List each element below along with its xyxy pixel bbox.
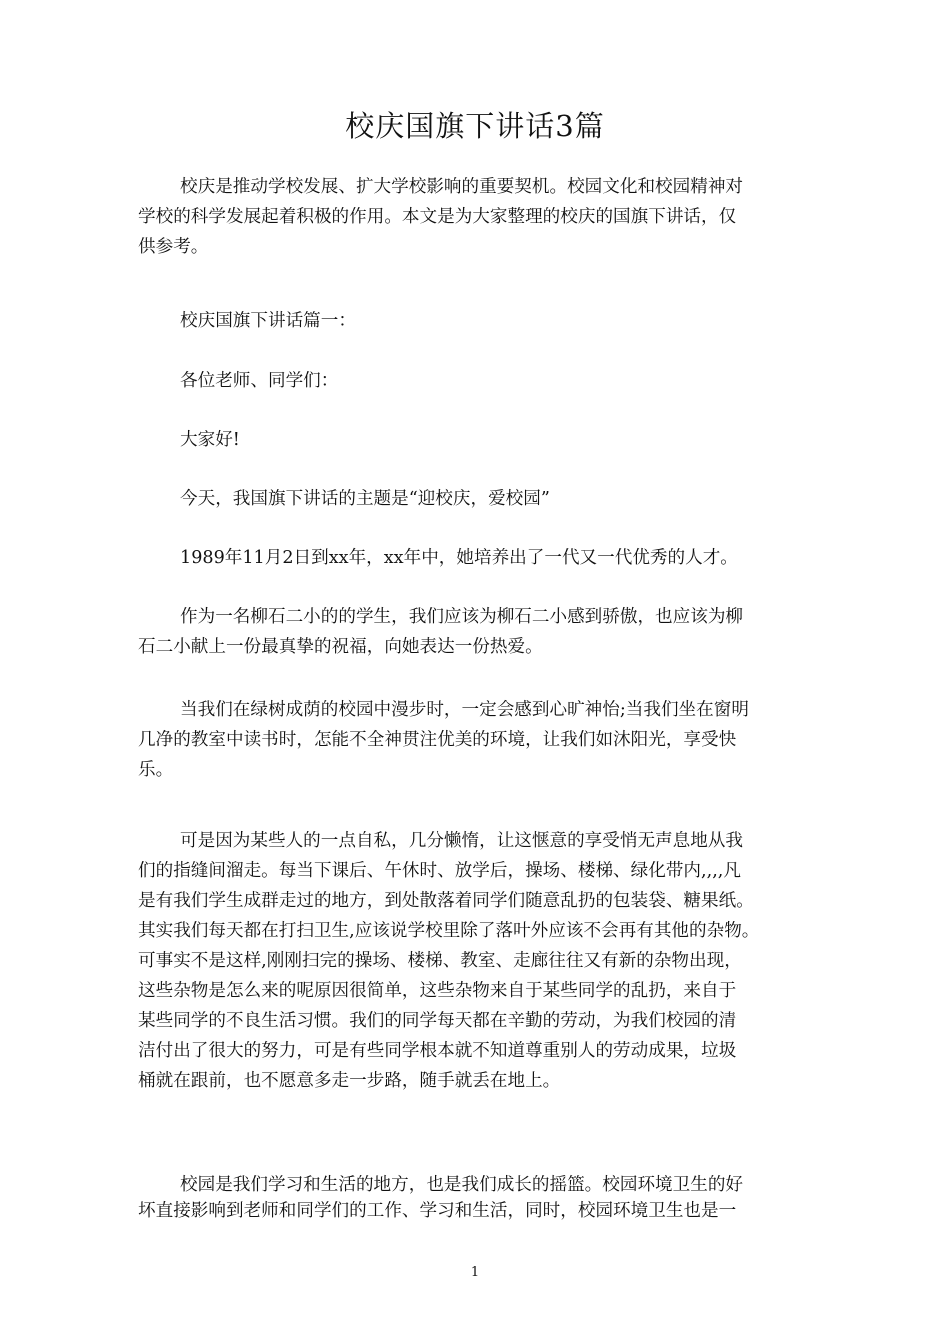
text-line: 洁付出了很大的努力，可是有些同学根本就不知道尊重别人的劳动成果，垃圾 (138, 1041, 737, 1061)
paragraph-pride (138, 602, 808, 662)
text-line: 各位老师、同学们： (180, 371, 339, 391)
text-line: 1989年11月2日到xx年，xx年中，她培养出了一代又一代优秀的人才。 (180, 548, 738, 568)
text-line: 是有我们学生成群走过的地方，到处散落着同学们随意乱扔的包装袋、糖果纸。 (138, 891, 754, 911)
section-heading-one (138, 306, 808, 336)
text-line: 学校的科学发展起着积极的作用。本文是为大家整理的校庆的国旗下讲话，仅 (138, 207, 737, 227)
text-line: 们的指缝间溜走。每当下课后、午休时、放学后，操场、楼梯、绿化带内,,,,凡 (138, 861, 741, 881)
text-line: 其实我们每天都在打扫卫生,应该说学校里除了落叶外应该不会再有其他的杂物。 (138, 921, 760, 941)
text-line: 可事实不是这样,刚刚扫完的操场、楼梯、教室、走廊往往又有新的杂物出现， (138, 951, 742, 971)
text-line: 乐。 (138, 760, 174, 780)
paragraph-salutation (138, 366, 808, 396)
text-line: 这些杂物是怎么来的呢原因很简单，这些杂物来自于某些同学的乱扔，来自于 (138, 981, 737, 1001)
text-line: 供参考。 (138, 237, 209, 257)
text-line: 作为一名柳石二小的的学生，我们应该为柳石二小感到骄傲，也应该为柳 (180, 607, 744, 627)
paragraph-greeting (138, 425, 808, 455)
text-line: 当我们在绿树成荫的校园中漫步时，一定会感到心旷神怡;当我们坐在窗明 (180, 700, 749, 720)
text-line: 今天，我国旗下讲话的主题是“迎校庆，爱校园” (180, 489, 550, 509)
paragraph-campus (138, 695, 808, 785)
page-number: 1 (470, 1265, 480, 1280)
text-line: 桶就在跟前，也不愿意多走一步路，随手就丢在地上。 (138, 1071, 561, 1091)
text-line: 坏直接影响到老师和同学们的工作、学习和生活，同时，校园环境卫生也是一 (138, 1201, 737, 1221)
paragraph-history (138, 543, 808, 573)
text-line: 石二小献上一份最真挚的祝福，向她表达一份热爱。 (138, 637, 543, 657)
text-line: 校庆是推动学校发展、扩大学校影响的重要契机。校园文化和校园精神对 (180, 177, 744, 197)
paragraph-theme (138, 484, 808, 514)
text-line: 某些同学的不良生活习惯。我们的同学每天都在辛勤的劳动，为我们校园的清 (138, 1011, 737, 1031)
text-line: 校园是我们学习和生活的地方，也是我们成长的摇篮。校园环境卫生的好 (180, 1175, 744, 1195)
text-line: 校庆国旗下讲话篇一： (180, 311, 356, 331)
text-line: 大家好! (180, 430, 240, 450)
document-title: 校庆国旗下讲话3篇 (345, 109, 605, 143)
text-line: 几净的教室中读书时，怎能不全神贯注优美的环境，让我们如沐阳光，享受快 (138, 730, 737, 750)
paragraph-intro (138, 172, 808, 262)
text-line: 可是因为某些人的一点自私，几分懒惰，让这惬意的享受悄无声息地从我 (180, 831, 744, 851)
paragraph-litter (138, 826, 808, 1096)
paragraph-cradle (138, 1172, 808, 1224)
